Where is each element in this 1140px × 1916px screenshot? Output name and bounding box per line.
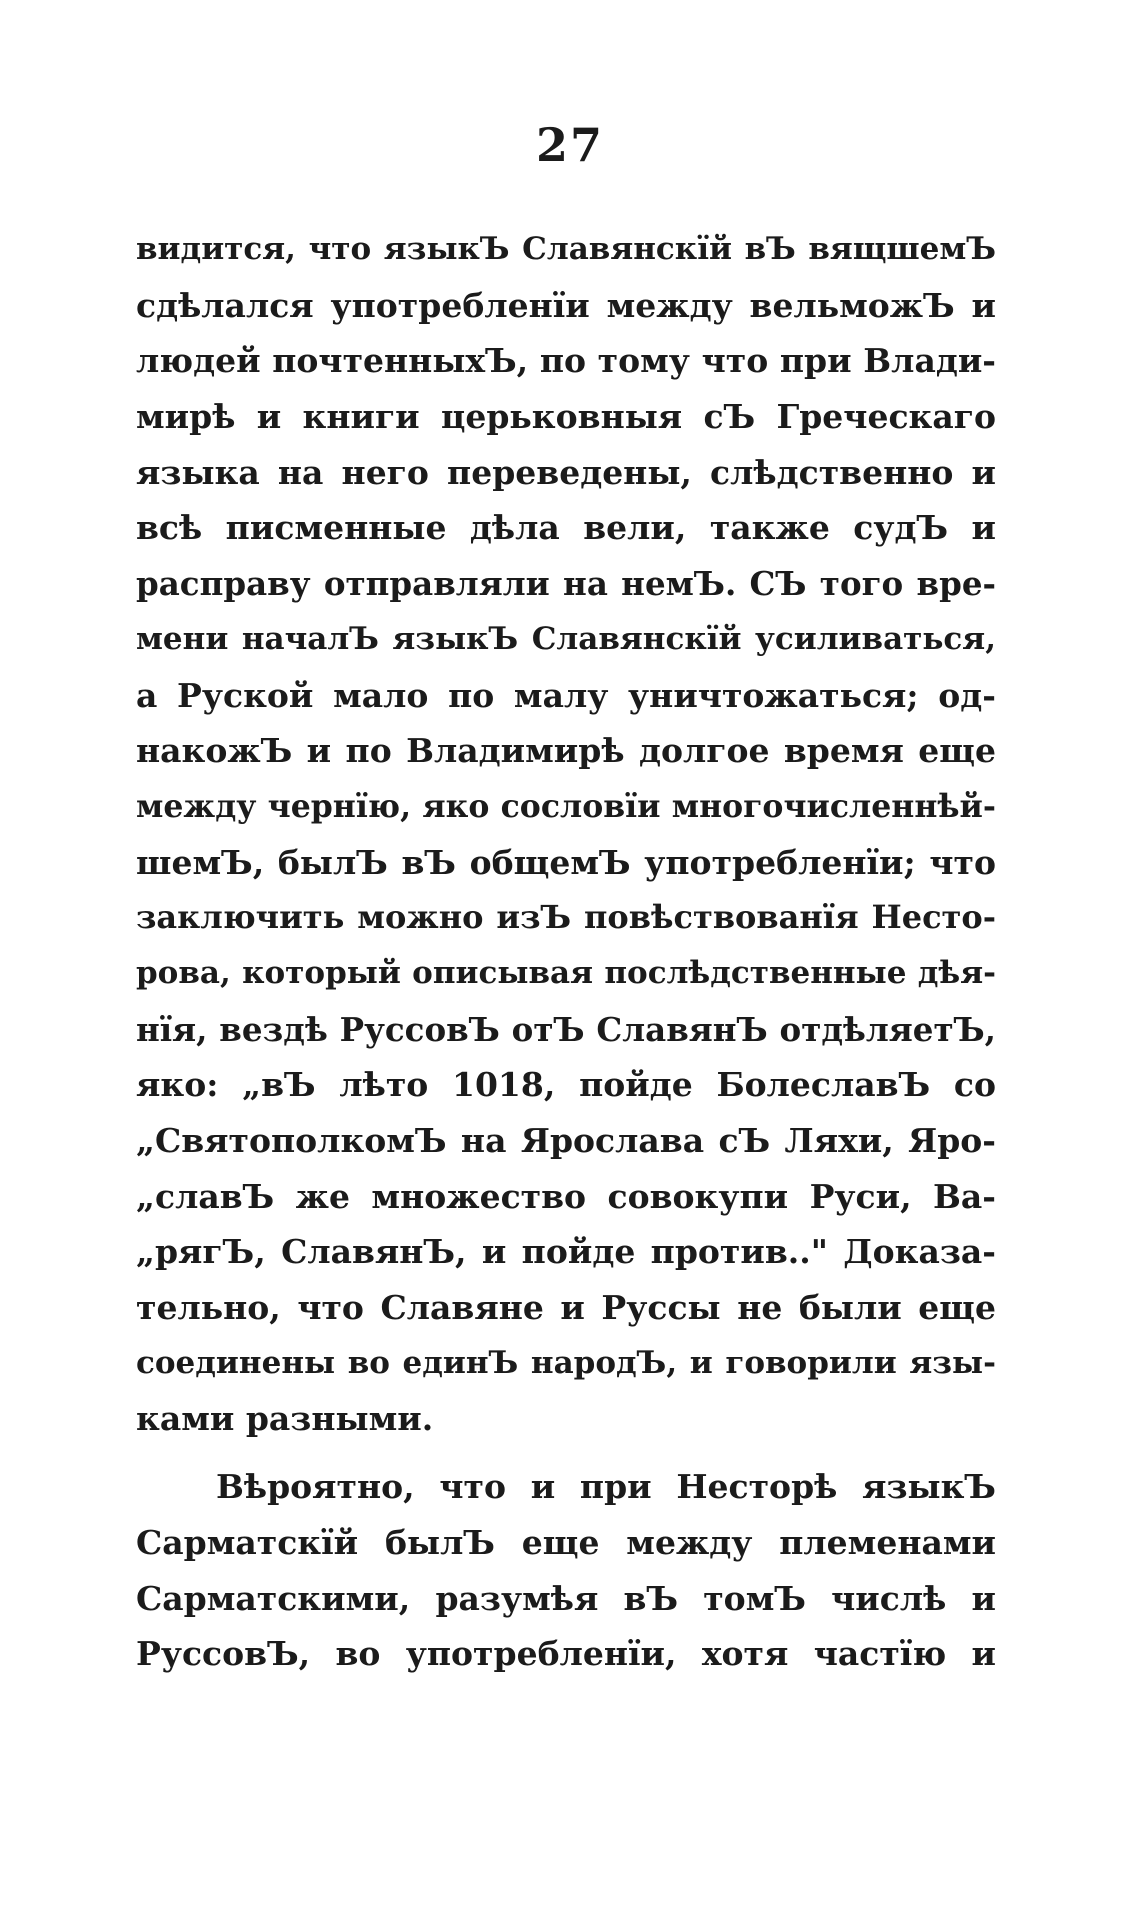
text-line: а Руской мало по малу уничтожаться; од- <box>136 675 996 715</box>
text-line: „славЪ же множество совокупи Руси, Ва- <box>136 1176 996 1216</box>
text-line: мени началЪ языкЪ Славянскїй усиливаться, <box>136 620 996 657</box>
text-line: языка на него переведены, слѣдственно и <box>136 452 996 492</box>
text-line: тельно, что Славяне и Руссы не были еще <box>136 1288 996 1328</box>
text-line: Вѣроятно, что и при Несторѣ языкЪ <box>216 1467 996 1507</box>
text-line: всѣ писменные дѣла вели, также судЪ и <box>136 508 996 548</box>
paragraph-spacer <box>136 1447 996 1459</box>
text-line: заключить можно изЪ повѣствованїя Несто- <box>136 898 996 937</box>
text-line: расправу отправляли на немЪ. СЪ того вре- <box>136 564 996 604</box>
text-line: Сарматскїй былЪ еще между племенами <box>136 1522 996 1562</box>
text-line: ками разными. <box>136 1399 434 1439</box>
text-line: нїя, вездѣ РуссовЪ отЪ СлавянЪ отдѣляетЪ, <box>136 1009 996 1049</box>
body-text <box>136 222 996 1682</box>
text-line: накожЪ и по Владимирѣ долгое время еще <box>136 731 996 771</box>
paragraph-2 <box>136 1459 996 1682</box>
text-line: „рягЪ, СлавянЪ, и пойде против.." Доказа- <box>136 1232 996 1272</box>
text-line: мирѣ и книги церьковныя сЪ Греческаго <box>136 397 996 437</box>
text-line: видится, что языкЪ Славянскїй вЪ вящшемЪ <box>136 231 996 267</box>
text-line: рова, который описывая послѣдственные дѣя- <box>136 954 996 991</box>
text-line: РуссовЪ, во употребленїи, хотя частїю и <box>136 1634 996 1674</box>
text-line: соединены во единЪ народЪ, и говорили язы- <box>136 1344 996 1381</box>
text-line: между чернїю, яко сословїи многочисленнѣй- <box>136 787 996 825</box>
text-line: „СвятополкомЪ на Ярослава сЪ Ляхи, Яро- <box>136 1121 996 1160</box>
text-line: сдѣлался употребленїи между вельможЪ и <box>136 285 996 325</box>
text-line: Сарматскими, разумѣя вЪ томЪ числѣ и <box>136 1578 996 1618</box>
text-line: людей почтенныхЪ, по тому что при Влади- <box>136 341 996 381</box>
text-line: яко: „вЪ лѣто 1018, пойде БолеславЪ со <box>136 1065 996 1105</box>
paragraph-1 <box>136 222 996 1447</box>
text-line: шемЪ, былЪ вЪ общемЪ употребленїи; что <box>136 842 996 882</box>
page-number: 27 <box>535 118 604 172</box>
